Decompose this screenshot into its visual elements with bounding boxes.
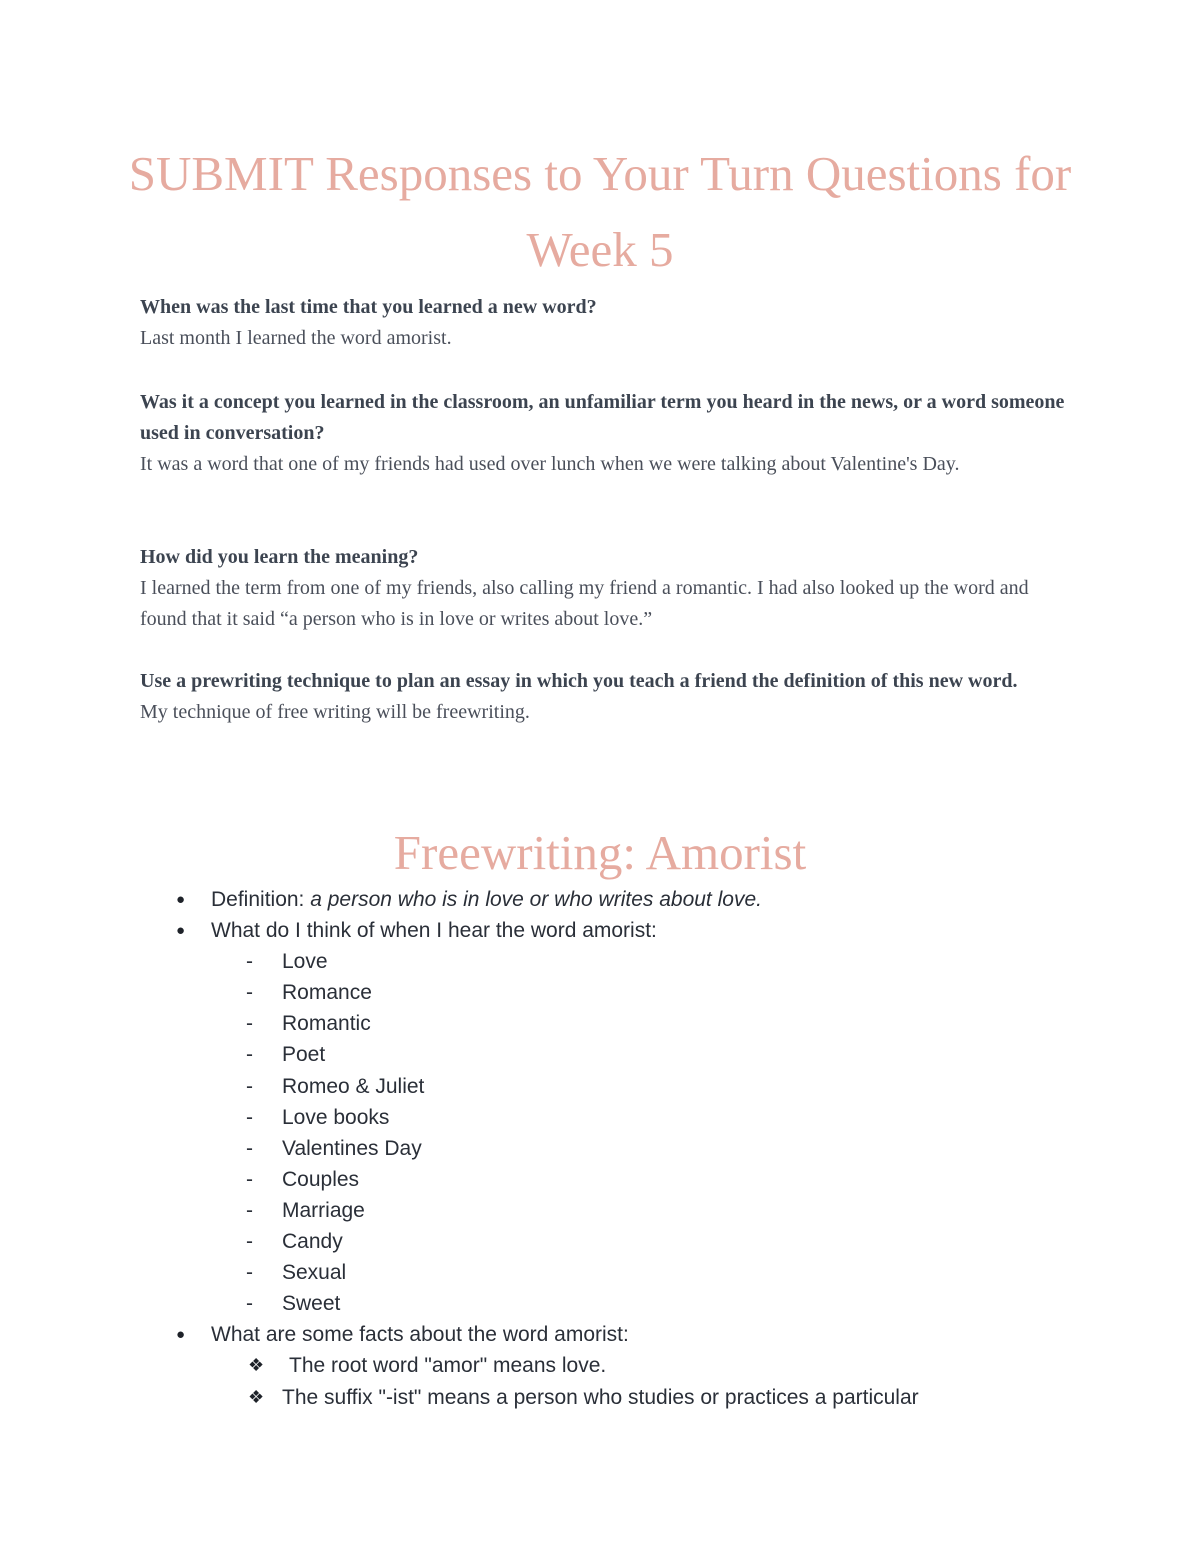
freewriting-heading: Freewriting: Amorist <box>393 825 807 880</box>
association-text: Romance <box>282 981 372 1005</box>
dash-icon: - <box>246 1105 253 1129</box>
dash-icon: - <box>246 1074 253 1098</box>
answer-text: Last month I learned the word amorist. <box>140 327 452 349</box>
dash-icon: - <box>246 1136 253 1160</box>
definition-text: a person who is in love or who writes about love. <box>310 888 762 911</box>
fact-text: The root word "amor" means love. <box>289 1354 607 1378</box>
freewriting-list <box>0 884 1200 1413</box>
list-item-definition <box>0 884 1200 915</box>
diamond-bullet-icon: ❖ <box>248 1386 265 1407</box>
question-text: Was it a concept you learned in the classroom, an unfamiliar term you heard in the news, or a word someone used in conversation? <box>140 391 1065 444</box>
dash-icon: - <box>246 1012 253 1036</box>
question-block-4 <box>140 666 1070 728</box>
list-item-facts <box>0 1319 1200 1350</box>
association-item <box>0 1133 1200 1164</box>
association-text: Sexual <box>282 1261 347 1285</box>
page-title: SUBMIT Responses to Your Turn Questions for Week 5 <box>128 146 1072 277</box>
dash-icon: - <box>246 950 253 974</box>
definition-label: Definition: <box>211 888 311 911</box>
association-text: Romeo & Juliet <box>282 1074 425 1098</box>
question-block-2 <box>140 387 1070 480</box>
association-item <box>0 1008 1200 1039</box>
association-item <box>0 1257 1200 1288</box>
question-block-1 <box>140 292 1070 354</box>
fact-item <box>0 1382 1200 1413</box>
association-text: Love <box>282 950 328 974</box>
association-text: Candy <box>282 1230 343 1254</box>
association-text: Romantic <box>282 1012 371 1036</box>
association-item <box>0 1071 1200 1102</box>
association-text: Couples <box>282 1167 360 1191</box>
association-item <box>0 1288 1200 1319</box>
question-text: Use a prewriting technique to plan an essay in which you teach a friend the definition of this new word. <box>140 670 1018 692</box>
association-text: Poet <box>282 1043 326 1067</box>
association-item <box>0 946 1200 977</box>
dash-icon: - <box>246 1230 253 1254</box>
association-item <box>0 1195 1200 1226</box>
think-label: What do I think of when I hear the word amorist: <box>211 919 657 943</box>
diamond-bullet-icon: ❖ <box>248 1355 265 1376</box>
question-block-3 <box>140 542 1070 635</box>
association-text: Love books <box>282 1105 390 1129</box>
fact-item <box>0 1350 1200 1381</box>
association-text: Marriage <box>282 1198 365 1222</box>
bullet-icon: ● <box>176 891 186 908</box>
dash-icon: - <box>246 1292 253 1316</box>
association-item <box>0 1226 1200 1257</box>
fact-text: The suffix "-ist" means a person who studies or practices a particular <box>282 1385 919 1409</box>
association-item <box>0 1164 1200 1195</box>
dash-icon: - <box>246 1261 253 1285</box>
list-item-think <box>0 915 1200 946</box>
question-text: How did you learn the meaning? <box>140 546 419 568</box>
answer-text: It was a word that one of my friends had used over lunch when we were talking about Valentine's Day. <box>140 453 960 475</box>
association-item <box>0 977 1200 1008</box>
dash-icon: - <box>246 1043 253 1067</box>
answer-text: My technique of free writing will be freewriting. <box>140 701 530 723</box>
bullet-icon: ● <box>176 1326 186 1344</box>
association-item <box>0 1102 1200 1133</box>
answer-text: I learned the term from one of my friends, also calling my friend a romantic. I had also looked up the word and found that it said “a person who is in love or writes about love.” <box>140 577 1029 630</box>
dash-icon: - <box>246 1198 253 1222</box>
definition-line <box>211 884 762 915</box>
bullet-icon: ● <box>176 922 186 940</box>
question-text: When was the last time that you learned a new word? <box>140 296 597 318</box>
facts-label: What are some facts about the word amorist: <box>211 1323 629 1347</box>
association-text: Sweet <box>282 1292 341 1316</box>
dash-icon: - <box>246 1167 253 1191</box>
association-text: Valentines Day <box>282 1136 422 1160</box>
association-item <box>0 1039 1200 1070</box>
dash-icon: - <box>246 981 253 1005</box>
